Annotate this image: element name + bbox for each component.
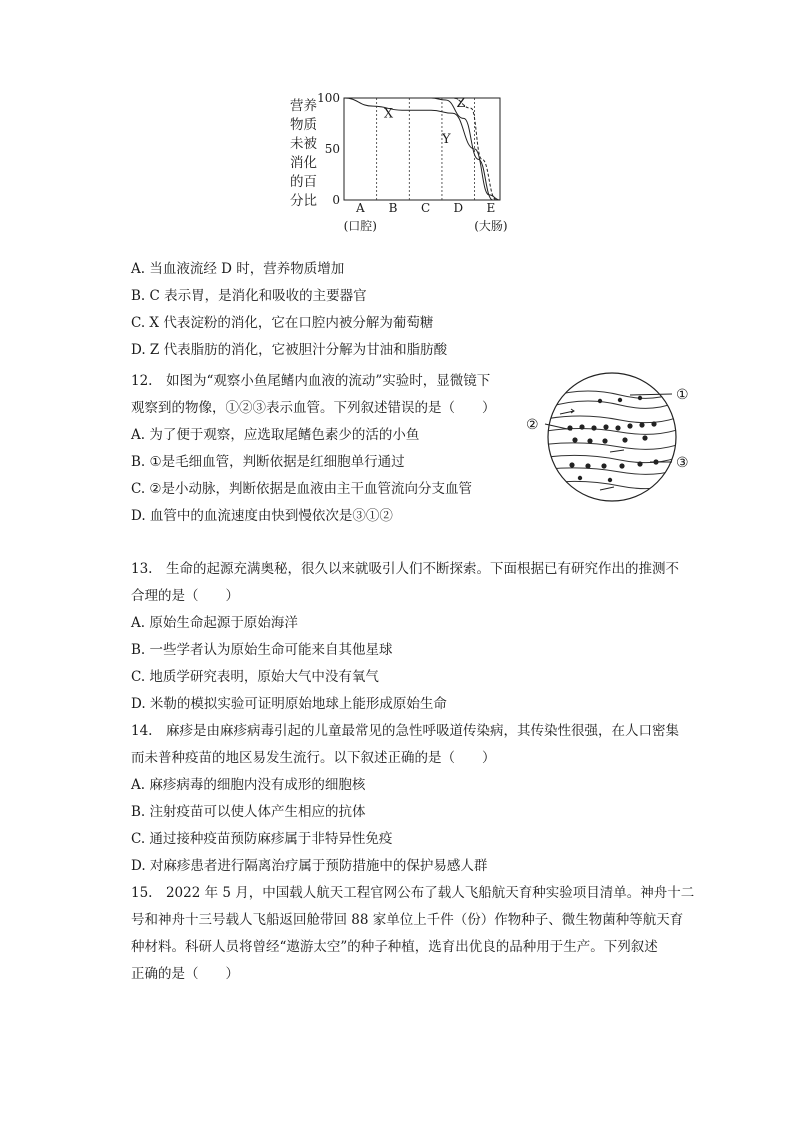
question-15-stem-1: 15. 2022 年 5 月，中国载人航天工程官网公布了载人飞船航天育种实验项目清单。神舟十二 xyxy=(131,885,695,901)
question-12-stem-2: 观察到的物像，①②③表示血管。下列叙述错误的是（ ） xyxy=(131,400,496,416)
question-14-stem-1: 14. 麻疹是由麻疹病毒引起的儿童最常见的急性呼吸道传染病，其传染性很强，在人口密集 xyxy=(131,723,679,739)
x-tick-label: E xyxy=(486,201,496,215)
option-a[interactable]: A. 为了便于观察，应选取尾鳍色素少的活的小鱼 xyxy=(131,427,420,443)
microscope-figure xyxy=(0,0,794,560)
option-d[interactable]: D. 血管中的血流速度由快到慢依次是③①② xyxy=(131,508,393,524)
x-tick-label: B xyxy=(388,201,398,215)
series-x-label: X xyxy=(383,106,394,122)
x-note: (口腔) xyxy=(343,219,378,233)
x-note: (大肠) xyxy=(474,219,508,233)
option-b[interactable]: B. C 表示胃，是消化和吸收的主要器官 xyxy=(131,288,367,304)
y-tick-label: 0 xyxy=(332,193,340,207)
option-c[interactable]: C. X 代表淀粉的消化，它在口腔内被分解为葡萄糖 xyxy=(131,315,434,331)
y-label-line: 营养 xyxy=(290,98,317,114)
label-1: ① xyxy=(676,387,689,403)
label-2: ② xyxy=(526,417,539,433)
question-14-stem-2: 而未普种疫苗的地区易发生流行。以下叙述正确的是（ ） xyxy=(131,750,496,766)
x-tick-label: C xyxy=(421,201,431,215)
y-tick-label: 50 xyxy=(324,142,340,156)
series-y-label: Y xyxy=(441,131,451,147)
question-15-stem-2: 号和神舟十三号载人飞船返回舱带回 88 家单位上千件（份）作物种子、微生物菌种等航天育 xyxy=(131,912,684,928)
question-12-stem-1: 12. 如图为“观察小鱼尾鳍内血液的流动”实验时，显微镜下 xyxy=(131,373,491,389)
y-label-line: 物质 xyxy=(290,117,317,133)
question-13-stem-1: 13. 生命的起源充满奥秘，很久以来就吸引人们不断探索。下面根据已有研究作出的推测不 xyxy=(131,561,679,577)
y-tick-label: 100 xyxy=(317,91,340,105)
option-d[interactable]: D. Z 代表脂肪的消化，它被胆汁分解为甘油和脂肪酸 xyxy=(131,342,448,358)
x-tick-label: D xyxy=(453,201,464,215)
question-15 xyxy=(131,880,696,988)
option-a[interactable]: A. 麻疹病毒的细胞内没有成形的细胞核 xyxy=(131,777,366,793)
option-d[interactable]: D. 米勒的模拟实验可证明原始地球上能形成原始生命 xyxy=(131,696,447,712)
option-a[interactable]: A. 原始生命起源于原始海洋 xyxy=(131,615,298,631)
option-b[interactable]: B. 注射疫苗可以使人体产生相应的抗体 xyxy=(131,804,366,820)
y-label-line: 未被 xyxy=(290,136,317,152)
option-c[interactable]: C. ②是小动脉，判断依据是血液由主干血管流向分支血管 xyxy=(131,481,473,497)
option-b[interactable]: B. 一些学者认为原始生命可能来自其他星球 xyxy=(131,642,393,658)
question-13-stem-2: 合理的是（ ） xyxy=(131,588,239,604)
question-13 xyxy=(131,556,696,718)
option-c[interactable]: C. 地质学研究表明，原始大气中没有氧气 xyxy=(131,669,379,685)
y-label-line: 消化 xyxy=(290,155,317,171)
question-14 xyxy=(131,718,696,880)
question-15-stem-3: 种材料。科研人员将曾经“遨游太空”的种子种植，选育出优良的品种用于生产。下列叙述 xyxy=(131,939,658,955)
y-label-line: 的百 xyxy=(290,174,317,190)
option-a[interactable]: A. 当血液流经 D 时，营养物质增加 xyxy=(131,261,345,277)
y-label-line: 分比 xyxy=(290,193,317,209)
x-tick-label: A xyxy=(355,201,365,215)
label-3: ③ xyxy=(676,455,689,471)
option-b[interactable]: B. ①是毛细血管，判断依据是红细胞单行通过 xyxy=(131,454,405,470)
option-c[interactable]: C. 通过接种疫苗预防麻疹属于非特异性免疫 xyxy=(131,831,393,847)
series-z-label: Z xyxy=(456,96,466,112)
question-15-stem-4: 正确的是（ ） xyxy=(131,966,239,982)
option-d[interactable]: D. 对麻疹患者进行隔离治疗属于预防措施中的保护易感人群 xyxy=(131,858,488,874)
